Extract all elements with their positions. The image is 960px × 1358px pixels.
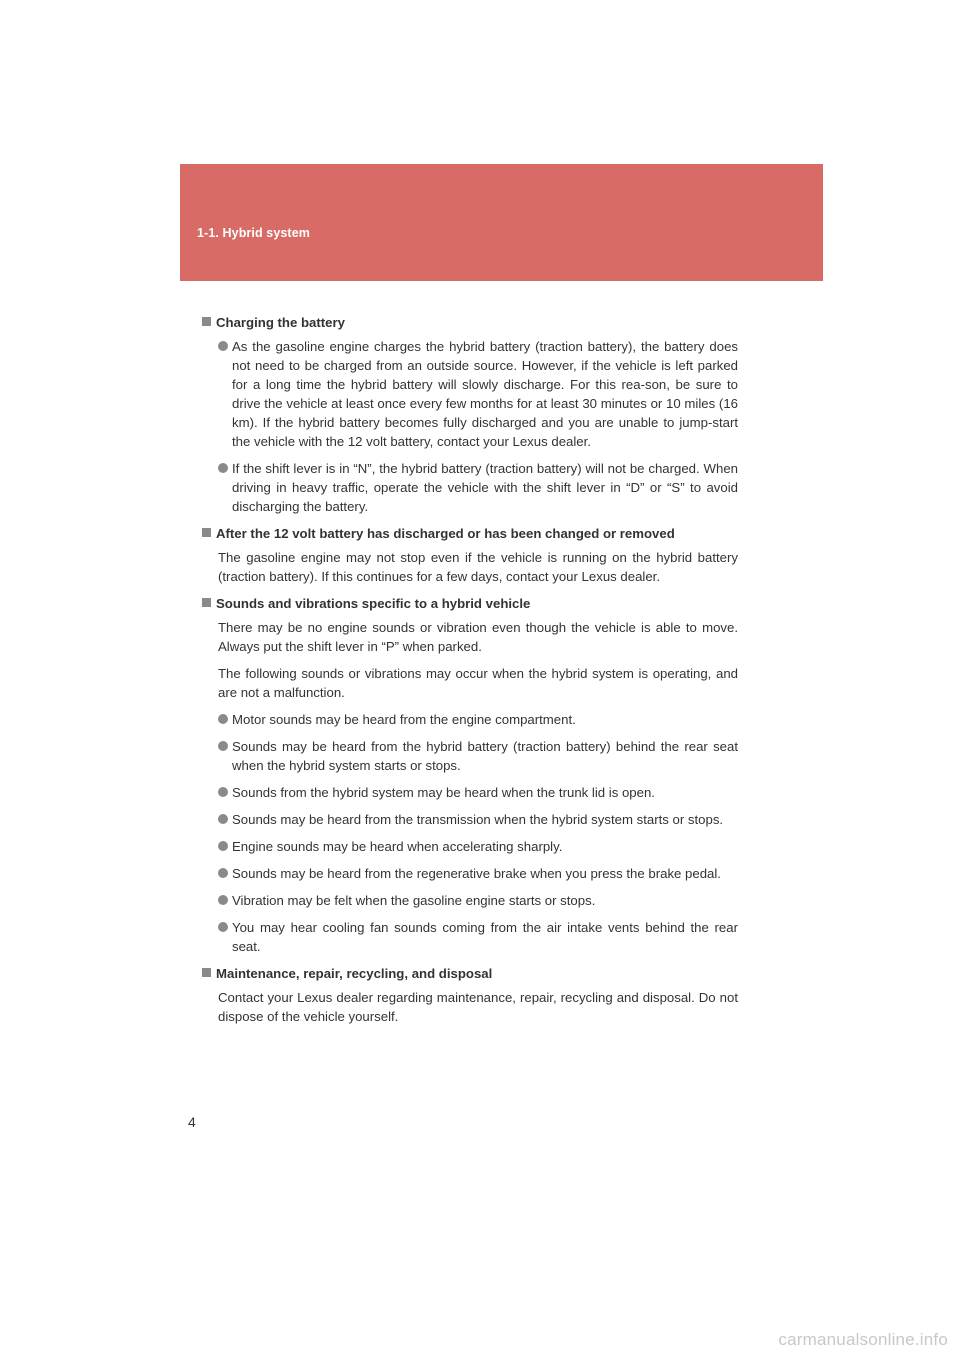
circle-bullet-icon [218,341,228,351]
section-header-bar [180,164,823,281]
section-sounds-vibrations [202,594,738,956]
paragraph: There may be no engine sounds or vibration even though the vehicle is able to move. Always put the shift lever in “P” when parked. [218,620,738,654]
section-title: 1-1. Hybrid system [197,226,310,240]
section-heading: Maintenance, repair, recycling, and disposal [202,964,738,983]
list-item: Vibration may be felt when the gasoline engine starts or stops. [218,891,738,910]
circle-bullet-icon [218,741,228,751]
circle-bullet-icon [218,895,228,905]
list-item: Motor sounds may be heard from the engine compartment. [218,710,738,729]
circle-bullet-icon [218,922,228,932]
list-item: Sounds may be heard from the hybrid battery (traction battery) behind the rear seat when the hybrid system starts or stops. [218,737,738,775]
section-heading: Sounds and vibrations specific to a hybrid vehicle [202,594,738,613]
square-bullet-icon [202,968,211,977]
circle-bullet-icon [218,787,228,797]
watermark-text: carmanualsonline.info [778,1330,948,1349]
section-12v-battery [202,524,738,586]
circle-bullet-icon [218,868,228,878]
page-number: 4 [188,1114,196,1130]
square-bullet-icon [202,528,211,537]
list-item: Engine sounds may be heard when accelerating sharply. [218,837,738,856]
circle-bullet-icon [218,841,228,851]
list-item: Sounds may be heard from the regenerative brake when you press the brake pedal. [218,864,738,883]
section-maintenance [202,964,738,1026]
list-item: Sounds may be heard from the transmission when the hybrid system starts or stops. [218,810,738,829]
square-bullet-icon [202,598,211,607]
page-content [202,309,738,1034]
square-bullet-icon [202,317,211,326]
list-item: Sounds from the hybrid system may be heard when the trunk lid is open. [218,783,738,802]
circle-bullet-icon [218,814,228,824]
list-item: If the shift lever is in “N”, the hybrid battery (traction battery) will not be charged. When driving in heavy traffic, operate the vehicle with the shift lever in “D” or “S” to avoid discharging the battery. [218,459,738,516]
paragraph: The gasoline engine may not stop even if the vehicle is running on the hybrid battery (traction battery). If this continues for a few days, contact your Lexus dealer. [218,550,738,584]
paragraph: The following sounds or vibrations may occur when the hybrid system is operating, and are not a malfunction. [218,666,738,700]
section-heading: Charging the battery [202,313,738,332]
section-heading: After the 12 volt battery has discharged or has been changed or removed [202,524,738,543]
circle-bullet-icon [218,714,228,724]
paragraph: Contact your Lexus dealer regarding maintenance, repair, recycling and disposal. Do not dispose of the vehicle yourself. [218,990,738,1024]
section-charging [202,313,738,516]
list-item: You may hear cooling fan sounds coming from the air intake vents behind the rear seat. [218,918,738,956]
circle-bullet-icon [218,463,228,473]
list-item: As the gasoline engine charges the hybrid battery (traction battery), the battery does not need to be charged from an outside source. However, if the vehicle is left parked for a long time the hybrid battery will slowly discharge. For this rea-son, be sure to drive the vehicle at least once every few months for at least 30 minutes or 10 miles (16 km). If the hybrid battery becomes fully discharged and you are unable to jump-start the vehicle with the 12 volt battery, contact your Lexus dealer. [218,337,738,451]
